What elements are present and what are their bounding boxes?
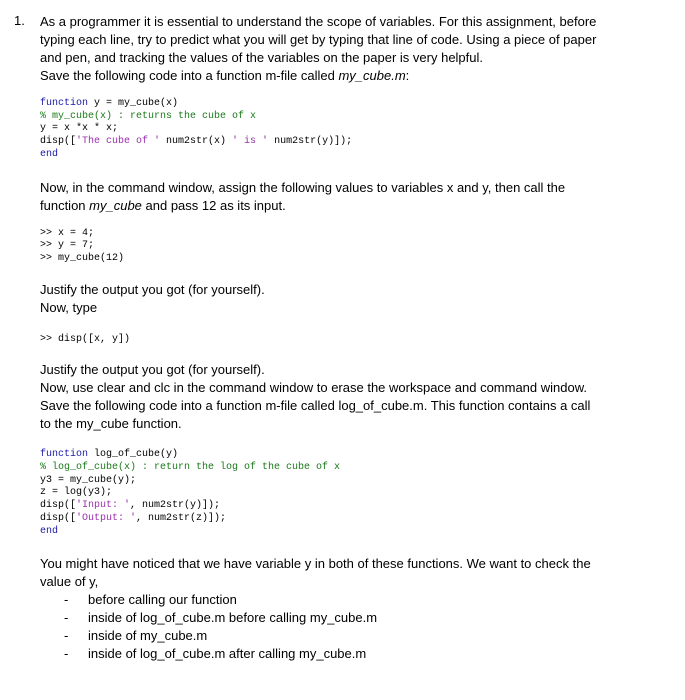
justify-paragraph-1 (40, 281, 672, 317)
function-name: my_cube (89, 197, 142, 213)
code-keyword: function (40, 449, 89, 461)
list-item (40, 609, 672, 627)
item-number: 1. (14, 13, 25, 28)
code-block-commands (40, 228, 672, 266)
para4-line-1: Justify the output you got (for yourself). (40, 362, 265, 378)
dash-bullet: - (64, 628, 69, 644)
variable-check-paragraph (40, 555, 672, 591)
code-string: 'Output: ' (76, 512, 137, 524)
para4-line-2: Now, use clear and clc in the command window to erase the workspace and command window. (40, 380, 588, 396)
intro-line-4-prefix: Save the following code into a function m-file called (40, 68, 339, 83)
code-comment: % log_of_cube(x) : return the log of the cube of x (40, 462, 341, 474)
code-fragment: num2str(x) (160, 136, 233, 148)
code-string: 'Input: ' (76, 500, 131, 512)
code-block-log-of-cube (40, 449, 672, 538)
para2-line-2-prefix: function (40, 197, 90, 213)
check-points-list (40, 591, 672, 663)
list-item (40, 591, 672, 609)
code-line: log_of_cube(y) (88, 449, 179, 461)
dash-bullet: - (64, 646, 69, 662)
code-fragment: num2str(y)]); (268, 136, 353, 148)
intro-paragraph (40, 13, 672, 85)
para3-line-2: Now, type (40, 299, 98, 315)
intro-line-3: and pen, and tracking the values of the variables on the paper is very helpful. (40, 50, 484, 65)
code-block-disp (40, 334, 672, 347)
command-line: >> x = 4; (40, 227, 95, 239)
intro-line-1: As a programmer it is essential to understand the scope of variables. For this assignment, before (40, 14, 597, 29)
command-window-paragraph (40, 179, 672, 215)
justify-paragraph-2 (40, 361, 672, 433)
list-item-text: inside of log_of_cube.m after calling my_cube.m (88, 646, 367, 662)
intro-line-4-suffix: : (405, 68, 410, 83)
dash-bullet: - (64, 610, 69, 626)
para2-line-2-suffix: and pass 12 as its input. (141, 197, 286, 213)
list-item-text: inside of my_cube.m (88, 628, 208, 644)
code-fragment: , num2str(y)]); (130, 500, 221, 512)
code-line: z = log(y3); (40, 487, 113, 499)
code-line: y = my_cube(x) (88, 98, 179, 109)
command-line: >> y = 7; (40, 240, 95, 252)
item-content (40, 13, 672, 663)
para3-line-1: Justify the output you got (for yourself). (40, 281, 265, 297)
intro-file-name: my_cube.m (338, 68, 406, 83)
code-keyword: end (40, 525, 59, 537)
para5-line-1: You might have noticed that we have variable y in both of these functions. We want to check the (40, 556, 591, 572)
intro-line-2: typing each line, try to predict what you will get by typing that line of code. Using a piece of paper (40, 32, 597, 47)
code-block-my-cube (40, 98, 672, 162)
code-fragment: , num2str(z)]); (136, 512, 227, 524)
para4-line-3: Save the following code into a function m-file called log_of_cube.m. This function contains a call (40, 398, 591, 414)
code-fragment: disp([ (40, 512, 77, 524)
code-fragment: disp([ (40, 500, 77, 512)
para4-line-4: to the my_cube function. (40, 416, 182, 432)
code-comment: % my_cube(x) : returns the cube of x (40, 110, 257, 122)
dash-bullet: - (64, 592, 69, 608)
code-string: 'The cube of ' (76, 136, 161, 148)
code-string: ' is ' (232, 136, 269, 148)
code-fragment: disp([ (40, 136, 77, 148)
command-line: >> my_cube(12) (40, 252, 125, 264)
list-item (40, 645, 672, 663)
list-item-text: inside of log_of_cube.m before calling my_cube.m (88, 610, 378, 626)
code-line: y = x *x * x; (40, 123, 119, 135)
code-keyword: end (40, 148, 59, 160)
code-line: y3 = my_cube(y); (40, 474, 137, 486)
command-line: >> disp([x, y]) (40, 333, 131, 345)
para5-line-2: value of y, (40, 574, 99, 590)
para2-line-1: Now, in the command window, assign the following values to variables x and y, then call the (40, 179, 566, 195)
list-item (40, 627, 672, 645)
code-keyword: function (40, 98, 89, 109)
list-item-text: before calling our function (88, 592, 237, 608)
